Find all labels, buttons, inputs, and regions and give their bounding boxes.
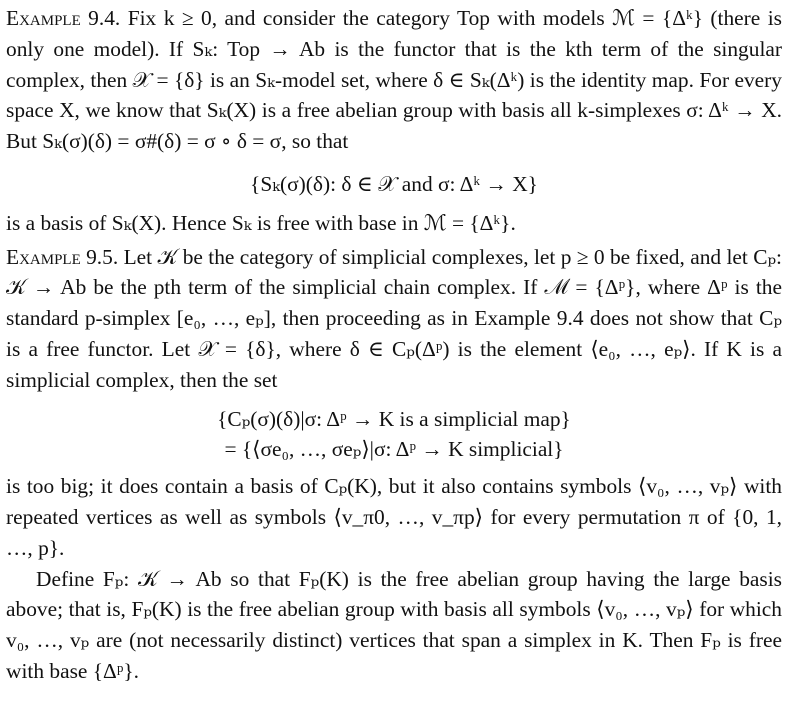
example-9-5-equation-line-2: = {⟨σe₀, …, σeₚ⟩|σ: Δᵖ → K simplicial} bbox=[224, 437, 564, 462]
define-fp-paragraph: Define Fₚ: 𝒦 → Ab so that Fₚ(K) is the free abelian group having the large basis above; that is, Fₚ(K) is the free abelian group with basis all symbols ⟨v₀, …, vₚ⟩ for which v₀, …, vₚ are (not necessarily distinct) vertices that span a simplex in K. Then Fₚ is free with base {Δᵖ}. bbox=[6, 566, 782, 683]
example-9-4-conclusion: is a basis of Sₖ(X). Hence Sₖ is free with base in ℳ = {Δᵏ}. bbox=[6, 210, 516, 235]
example-9-5-paragraph bbox=[6, 242, 782, 396]
example-9-5-heading: Example 9.5. bbox=[6, 244, 119, 269]
example-9-5-text: Let 𝒦 be the category of simplicial complexes, let p ≥ 0 be fixed, and let Cₚ: 𝒦 → Ab be the pth term of the simplicial chain complex. If ℳ = {Δᵖ}, where Δᵖ is the standard p-simplex [e₀, …, eₚ], then proceeding as in Example 9.4 does not show that Cₚ is a free functor. Let 𝒳 = {δ}, where δ ∈ Cₚ(Δᵖ) is the element ⟨e₀, …, eₚ⟩. If K is a simplicial complex, then the set bbox=[6, 244, 782, 392]
page bbox=[6, 3, 782, 687]
example-9-5-continuation: is too big; it does contain a basis of Cₚ(K), but it also contains symbols ⟨v₀, …, vₚ⟩ with repeated vertices as well as symbols ⟨v_π0, …, v_πp⟩ for every permutation π of {0, 1, …, p}. bbox=[6, 474, 782, 560]
example-9-4-heading: Example 9.4. bbox=[6, 6, 121, 30]
example-9-4-text: Fix k ≥ 0, and consider the category Top with models ℳ = {Δᵏ} (there is only one model). If Sₖ: Top → Ab is the functor that is the kth term of the singular complex, then 𝒳 = {δ} is an Sₖ-model set, where δ ∈ Sₖ(Δᵏ) is the identity map. For every space X, we know that Sₖ(X) is a free abelian group with basis all k-simplexes σ: Δᵏ → X. But Sₖ(σ)(δ) = σ#(δ) = σ ∘ δ = σ, so that bbox=[6, 6, 782, 154]
example-9-4-equation: {Sₖ(σ)(δ): δ ∈ 𝒳 and σ: Δᵏ → X} bbox=[250, 171, 538, 196]
example-9-4-paragraph bbox=[6, 3, 782, 157]
example-9-5-equation-line-1: {Cₚ(σ)(δ)|σ: Δᵖ → K is a simplicial map} bbox=[217, 406, 571, 431]
